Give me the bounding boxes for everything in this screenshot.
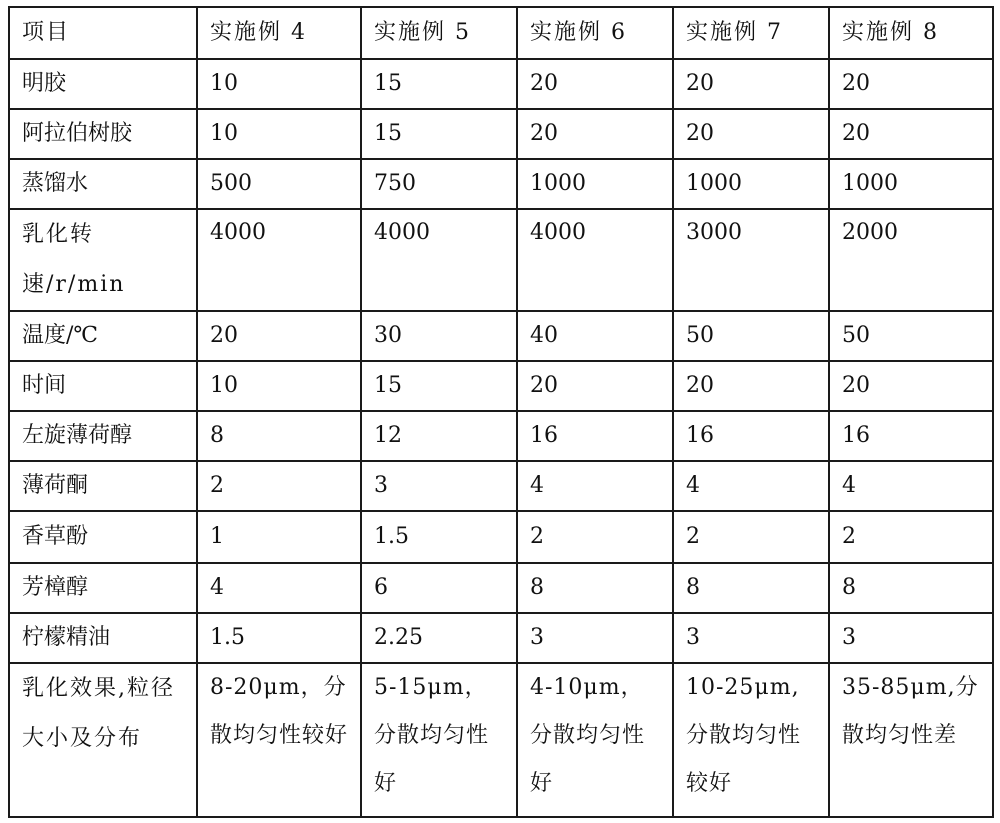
table-cell: 20 [829,59,993,109]
table-cell: 10 [197,59,361,109]
table-cell: 20 [829,109,993,159]
row-label: 阿拉伯树胶 [9,109,197,159]
table-cell: 3000 [673,209,829,311]
table-row [9,361,993,411]
table-cell: 10 [197,361,361,411]
table-cell: 1 [197,511,361,563]
header-cell: 实施例 4 [197,7,361,59]
table-cell: 4 [517,461,673,511]
table-row [9,563,993,613]
table-cell: 8 [673,563,829,613]
table-cell: 1000 [829,159,993,209]
row-label: 左旋薄荷醇 [9,411,197,461]
table-row [9,159,993,209]
row-label: 乳化转速/r/min [9,209,197,311]
table-cell: 50 [673,311,829,361]
table-cell: 4 [829,461,993,511]
row-label: 时间 [9,361,197,411]
table-cell: 3 [361,461,517,511]
table-cell: 16 [673,411,829,461]
row-label: 乳化效果,粒径大小及分布 [9,663,197,817]
table-row [9,109,993,159]
table-cell: 8-20μm，分散均匀性较好 [197,663,361,817]
table-cell: 2 [829,511,993,563]
table-row [9,209,993,311]
table-cell: 20 [673,109,829,159]
table-row [9,311,993,361]
table-cell: 20 [517,59,673,109]
row-label: 薄荷酮 [9,461,197,511]
table-cell: 4000 [517,209,673,311]
table-cell: 16 [517,411,673,461]
header-cell: 项目 [9,7,197,59]
row-label: 蒸馏水 [9,159,197,209]
table-cell: 15 [361,361,517,411]
table-cell: 2000 [829,209,993,311]
table-row [9,461,993,511]
table-cell: 2 [197,461,361,511]
header-cell: 实施例 8 [829,7,993,59]
header-cell: 实施例 7 [673,7,829,59]
table-cell: 2 [517,511,673,563]
table-cell: 4000 [197,209,361,311]
row-label: 明胶 [9,59,197,109]
table-row [9,663,993,817]
table-cell: 6 [361,563,517,613]
table-cell: 15 [361,109,517,159]
table-cell: 16 [829,411,993,461]
table-cell: 3 [673,613,829,663]
table-cell: 750 [361,159,517,209]
header-cell: 实施例 5 [361,7,517,59]
table-cell: 15 [361,59,517,109]
table-cell: 10 [197,109,361,159]
data-table [8,6,994,818]
table-cell: 2.25 [361,613,517,663]
table-cell: 40 [517,311,673,361]
table-cell: 5-15μm，分散均匀性好 [361,663,517,817]
table-cell: 3 [517,613,673,663]
table-cell: 35-85μm,分散均匀性差 [829,663,993,817]
table-cell: 10-25μm,分散均匀性较好 [673,663,829,817]
table-cell: 1000 [673,159,829,209]
table-cell: 20 [517,361,673,411]
row-label: 温度/℃ [9,311,197,361]
row-label: 芳樟醇 [9,563,197,613]
table-cell: 2 [673,511,829,563]
table-cell: 1.5 [361,511,517,563]
table-cell: 4000 [361,209,517,311]
table-cell: 4 [197,563,361,613]
table-cell: 12 [361,411,517,461]
table-row [9,411,993,461]
table-cell: 8 [517,563,673,613]
table-cell: 20 [829,361,993,411]
row-label: 香草酚 [9,511,197,563]
table-cell: 4 [673,461,829,511]
table-cell: 3 [829,613,993,663]
table-cell: 30 [361,311,517,361]
header-cell: 实施例 6 [517,7,673,59]
table-cell: 1.5 [197,613,361,663]
row-label: 柠檬精油 [9,613,197,663]
table-cell: 20 [673,361,829,411]
header-row [9,7,993,59]
table-cell: 20 [673,59,829,109]
table-cell: 50 [829,311,993,361]
table-cell: 20 [197,311,361,361]
table-row [9,511,993,563]
table-row [9,613,993,663]
table-cell: 8 [197,411,361,461]
table-cell: 1000 [517,159,673,209]
table-cell: 500 [197,159,361,209]
table-cell: 4-10μm，分散均匀性好 [517,663,673,817]
table-cell: 20 [517,109,673,159]
table-cell: 8 [829,563,993,613]
table-row [9,59,993,109]
